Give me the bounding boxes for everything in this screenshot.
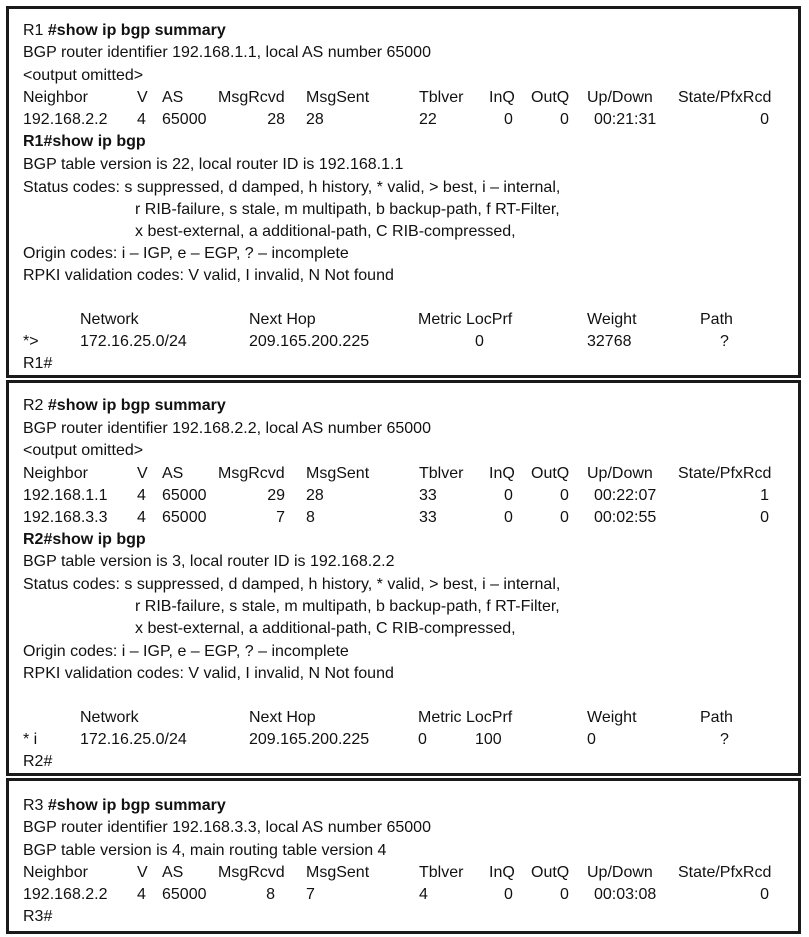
r2-status-codes-3: x best-external, a additional-path, C RIB-compressed, — [135, 620, 516, 637]
header-as: AS — [162, 89, 184, 106]
r1-output-omitted: <output omitted> — [23, 67, 144, 84]
r1-table-version: BGP table version is 22, local router ID is 192.168.1.1 — [23, 156, 404, 173]
cell-pfxrcd: 0 — [760, 886, 769, 903]
route-status-code: *> — [23, 333, 39, 350]
header-path: Path — [700, 709, 733, 726]
cell-version: 4 — [137, 886, 146, 903]
cell-tblver: 4 — [419, 886, 428, 903]
r1-summary-command: R1 #show ip bgp summary — [23, 22, 226, 39]
cell-msgrcvd: 7 — [276, 509, 285, 526]
r1-rpki-codes: RPKI validation codes: V valid, I invalid, N Not found — [23, 267, 394, 284]
cell-msgsent: 28 — [306, 487, 324, 504]
cell-msgsent: 7 — [306, 886, 315, 903]
header-outq: OutQ — [531, 89, 570, 106]
header-outq: OutQ — [531, 864, 570, 881]
r3-table-version: BGP table version is 4, main routing table version 4 — [23, 842, 387, 859]
header-tblver: Tblver — [419, 89, 464, 106]
r3-output-panel — [6, 778, 801, 934]
cell-pfxrcd: 1 — [760, 487, 769, 504]
r2-end-prompt: R2# — [23, 753, 53, 770]
cell-as: 65000 — [162, 487, 207, 504]
cell-pfxrcd: 0 — [760, 509, 769, 526]
header-msgrcvd: MsgRcvd — [218, 465, 285, 482]
r2-origin-codes: Origin codes: i – IGP, e – EGP, ? – incomplete — [23, 643, 349, 660]
header-next-hop: Next Hop — [249, 311, 316, 328]
r1-status-codes-1: Status codes: s suppressed, d damped, h history, * valid, > best, i – internal, — [23, 179, 561, 196]
route-metric: 0 — [475, 333, 484, 350]
header-updown: Up/Down — [587, 89, 653, 106]
cell-as: 65000 — [162, 509, 207, 526]
r1-status-codes-2: r RIB-failure, s stale, m multipath, b backup-path, f RT-Filter, — [135, 201, 560, 218]
r2-router-identifier: BGP router identifier 192.168.2.2, local AS number 65000 — [23, 420, 431, 437]
header-msgrcvd: MsgRcvd — [218, 864, 285, 881]
cell-msgsent: 28 — [306, 111, 324, 128]
r1-router-identifier: BGP router identifier 192.168.1.1, local AS number 65000 — [23, 44, 431, 61]
header-version: V — [137, 864, 148, 881]
header-updown: Up/Down — [587, 864, 653, 881]
header-inq: InQ — [489, 864, 515, 881]
route-path: ? — [720, 731, 729, 748]
cell-msgsent: 8 — [306, 509, 315, 526]
route-weight: 0 — [587, 731, 596, 748]
header-metric-locprf: Metric LocPrf — [418, 311, 513, 328]
r1-status-codes-3: x best-external, a additional-path, C RIB-compressed, — [135, 223, 516, 240]
r2-rpki-codes: RPKI validation codes: V valid, I invalid, N Not found — [23, 665, 394, 682]
cell-version: 4 — [137, 111, 146, 128]
cell-updown: 00:21:31 — [594, 111, 657, 128]
r2-output-omitted: <output omitted> — [23, 442, 144, 459]
cell-tblver: 33 — [419, 487, 437, 504]
cell-version: 4 — [137, 487, 146, 504]
header-version: V — [137, 89, 148, 106]
route-network: 172.16.25.0/24 — [80, 731, 187, 748]
cell-inq: 0 — [504, 886, 513, 903]
header-version: V — [137, 465, 148, 482]
cell-msgrcvd: 28 — [267, 111, 285, 128]
header-neighbor: Neighbor — [23, 465, 88, 482]
cell-outq: 0 — [560, 886, 569, 903]
route-metric: 0 — [418, 731, 427, 748]
cell-as: 65000 — [162, 886, 207, 903]
cell-outq: 0 — [560, 111, 569, 128]
r1-output-panel — [6, 6, 801, 378]
route-status-code: * i — [23, 731, 38, 748]
cell-msgrcvd: 8 — [266, 886, 275, 903]
header-state-pfxrcd: State/PfxRcd — [678, 465, 772, 482]
route-path: ? — [720, 333, 729, 350]
header-metric-locprf: Metric LocPrf — [418, 709, 513, 726]
cell-inq: 0 — [504, 487, 513, 504]
cell-updown: 00:03:08 — [594, 886, 657, 903]
header-neighbor: Neighbor — [23, 864, 88, 881]
cell-updown: 00:22:07 — [594, 487, 657, 504]
cell-outq: 0 — [560, 509, 569, 526]
route-weight: 32768 — [587, 333, 632, 350]
header-msgsent: MsgSent — [306, 89, 370, 106]
route-network: 172.16.25.0/24 — [80, 333, 187, 350]
cell-pfxrcd: 0 — [760, 111, 769, 128]
header-tblver: Tblver — [419, 465, 464, 482]
header-inq: InQ — [489, 89, 515, 106]
header-path: Path — [700, 311, 733, 328]
r2-status-codes-1: Status codes: s suppressed, d damped, h history, * valid, > best, i – internal, — [23, 576, 561, 593]
r2-status-codes-2: r RIB-failure, s stale, m multipath, b backup-path, f RT-Filter, — [135, 598, 560, 615]
r3-summary-command: R3 #show ip bgp summary — [23, 797, 226, 814]
header-neighbor: Neighbor — [23, 89, 88, 106]
header-msgsent: MsgSent — [306, 465, 370, 482]
cell-neighbor: 192.168.3.3 — [23, 509, 108, 526]
r2-table-version: BGP table version is 3, local router ID is 192.168.2.2 — [23, 553, 395, 570]
header-state-pfxrcd: State/PfxRcd — [678, 89, 772, 106]
header-as: AS — [162, 864, 184, 881]
header-outq: OutQ — [531, 465, 570, 482]
header-as: AS — [162, 465, 184, 482]
cell-as: 65000 — [162, 111, 207, 128]
cell-tblver: 33 — [419, 509, 437, 526]
header-tblver: Tblver — [419, 864, 464, 881]
header-msgsent: MsgSent — [306, 864, 370, 881]
r2-bgp-command: R2#show ip bgp — [23, 531, 146, 548]
r2-summary-command: R2 #show ip bgp summary — [23, 397, 226, 414]
header-updown: Up/Down — [587, 465, 653, 482]
header-network: Network — [80, 311, 139, 328]
header-weight: Weight — [587, 311, 637, 328]
header-weight: Weight — [587, 709, 637, 726]
r1-bgp-command: R1#show ip bgp — [23, 133, 146, 150]
header-state-pfxrcd: State/PfxRcd — [678, 864, 772, 881]
header-next-hop: Next Hop — [249, 709, 316, 726]
cell-tblver: 22 — [419, 111, 437, 128]
cell-msgrcvd: 29 — [267, 487, 285, 504]
r1-origin-codes: Origin codes: i – IGP, e – EGP, ? – incomplete — [23, 245, 349, 262]
cell-neighbor: 192.168.2.2 — [23, 111, 108, 128]
cell-inq: 0 — [504, 111, 513, 128]
route-locprf: 100 — [475, 731, 502, 748]
header-network: Network — [80, 709, 139, 726]
route-next-hop: 209.165.200.225 — [249, 731, 370, 748]
cell-neighbor: 192.168.1.1 — [23, 487, 108, 504]
header-msgrcvd: MsgRcvd — [218, 89, 285, 106]
cell-inq: 0 — [504, 509, 513, 526]
r1-end-prompt: R1# — [23, 355, 53, 372]
r2-output-panel — [6, 380, 801, 776]
cell-updown: 00:02:55 — [594, 509, 657, 526]
cell-neighbor: 192.168.2.2 — [23, 886, 108, 903]
header-inq: InQ — [489, 465, 515, 482]
route-next-hop: 209.165.200.225 — [249, 333, 370, 350]
cell-outq: 0 — [560, 487, 569, 504]
cell-version: 4 — [137, 509, 146, 526]
r3-end-prompt: R3# — [23, 908, 53, 925]
r3-router-identifier: BGP router identifier 192.168.3.3, local AS number 65000 — [23, 819, 431, 836]
